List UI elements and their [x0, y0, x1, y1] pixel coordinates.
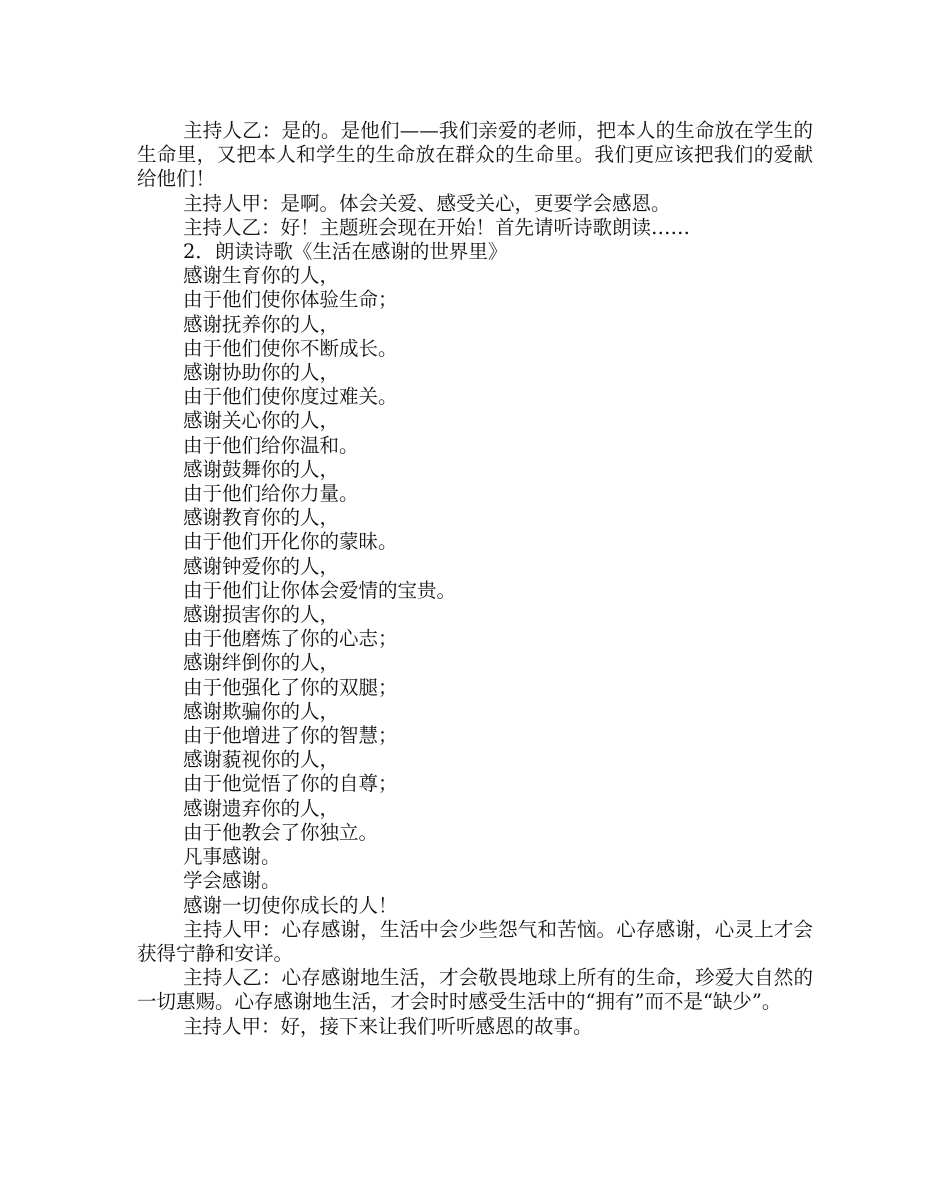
paragraph-host-b-start: 主持人乙：好！主题班会现在开始！首先请听诗歌朗读……: [183, 215, 691, 239]
paragraph-host-a-heart: 主持人甲：心存感谢，生活中会少些怨气和苦恼。心存感谢，心灵上才会获得宁静和安详。: [137, 917, 813, 965]
poem: [137, 264, 813, 917]
poem-line: 感谢抚养你的人，: [183, 312, 340, 336]
poem-line: 由于他们使你度过难关。: [183, 385, 398, 409]
poem-line: 感谢损害你的人，: [183, 603, 340, 627]
poem-line: 由于他们使你不断成长。: [183, 336, 398, 360]
poem-line: 由于他磨炼了你的心志；: [183, 627, 398, 651]
poem-line: 感谢生育你的人，: [183, 264, 340, 288]
poem-line: 由于他们给你温和。: [183, 433, 359, 457]
paragraph-host-b-teachers: 主持人乙：是的。是他们——我们亲爱的老师，把本人的生命放在学生的生命里，又把本人和学生的生命放在群众的生命里。我们更应该把我们的爱献给他们！: [137, 119, 813, 191]
document-body: [137, 119, 813, 1039]
poem-line: 由于他们让你体会爱情的宝贵。: [183, 578, 457, 602]
poem-line: 感谢绊倒你的人，: [183, 651, 340, 675]
poem-line: 凡事感谢。: [183, 845, 281, 869]
poem-line: 感谢钟爱你的人，: [183, 554, 340, 578]
poem-line: 感谢遗弃你的人，: [183, 796, 340, 820]
poem-line: 感谢藐视你的人，: [183, 748, 340, 772]
paragraph-host-b-life: 主持人乙：心存感谢地生活，才会敬畏地球上所有的生命，珍爱大自然的一切惠赐。心存感谢地生活，才会时时感受生活中的“拥有”而不是“缺少”。: [137, 966, 813, 1014]
poem-line: 学会感谢。: [183, 869, 281, 893]
poem-line: 由于他教会了你独立。: [183, 820, 379, 844]
paragraph-host-a-story: 主持人甲：好，接下来让我们听听感恩的故事。: [183, 1014, 593, 1038]
poem-line: 由于他增进了你的智慧；: [183, 724, 398, 748]
poem-line: 感谢教育你的人，: [183, 506, 340, 530]
poem-line: 由于他觉悟了你的自尊；: [183, 772, 398, 796]
poem-line: 感谢欺骗你的人，: [183, 699, 340, 723]
poem-line: 由于他们使你体验生命；: [183, 288, 398, 312]
poem-line: 由于他们开化你的蒙昧。: [183, 530, 398, 554]
poem-line: 由于他们给你力量。: [183, 482, 359, 506]
poem-line: 感谢鼓舞你的人，: [183, 457, 340, 481]
paragraph-host-a-gratitude: 主持人甲：是啊。体会关爱、感受关心，更要学会感恩。: [183, 191, 671, 215]
poem-line: 感谢关心你的人，: [183, 409, 340, 433]
poem-line: 感谢协助你的人，: [183, 361, 340, 385]
section-heading-poem: 2．朗读诗歌《生活在感谢的世界里》: [183, 240, 508, 264]
poem-line: 感谢一切使你成长的人！: [183, 893, 398, 917]
poem-line: 由于他强化了你的双腿；: [183, 675, 398, 699]
